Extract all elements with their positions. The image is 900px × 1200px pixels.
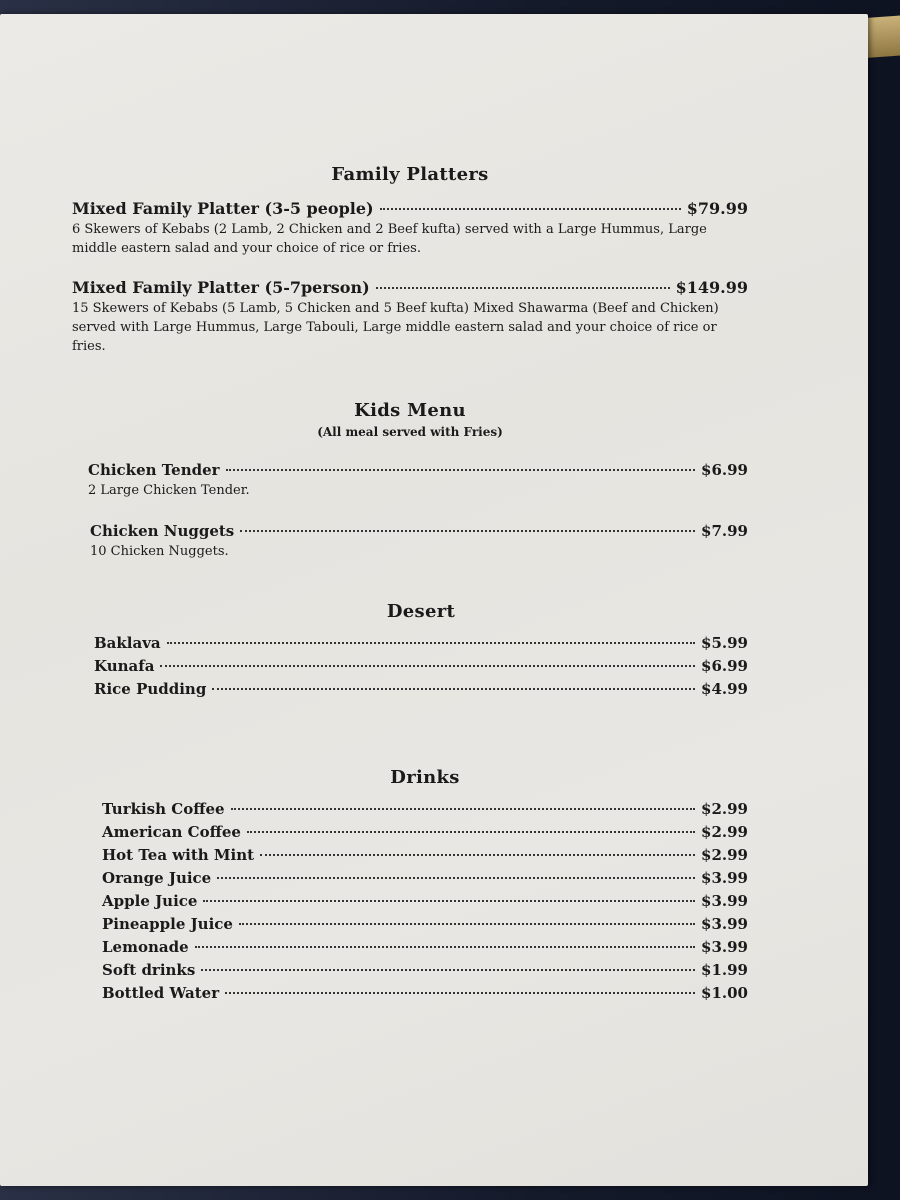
item-name: Baklava bbox=[94, 634, 161, 652]
menu-item bbox=[102, 982, 748, 1005]
section-title-family-platters: Family Platters bbox=[331, 164, 489, 185]
item-name: Hot Tea with Mint bbox=[102, 846, 255, 864]
menu-item bbox=[102, 821, 748, 844]
leader-dots bbox=[240, 530, 695, 532]
item-price: $6.99 bbox=[701, 461, 748, 479]
item-name: Apple Juice bbox=[102, 892, 198, 910]
item-name: Rice Pudding bbox=[94, 680, 207, 698]
menu-item bbox=[102, 867, 748, 890]
menu-item bbox=[102, 913, 748, 936]
item-price: $149.99 bbox=[675, 278, 748, 297]
leader-dots bbox=[260, 854, 695, 856]
item-price: $6.99 bbox=[701, 657, 748, 675]
leader-dots bbox=[203, 900, 695, 902]
item-name: Mixed Family Platter (3-5 people) bbox=[72, 199, 374, 218]
menu-item bbox=[102, 959, 748, 982]
item-price: $3.99 bbox=[701, 892, 748, 910]
item-price: $2.99 bbox=[701, 846, 748, 864]
menu-item bbox=[102, 890, 748, 913]
leader-dots bbox=[376, 287, 670, 289]
leader-dots bbox=[201, 969, 695, 971]
kids-menu-section bbox=[72, 400, 748, 561]
menu-item bbox=[72, 522, 748, 561]
desert-section bbox=[72, 601, 748, 701]
item-name: Soft drinks bbox=[102, 961, 196, 979]
leader-dots bbox=[160, 665, 695, 667]
menu-page bbox=[0, 14, 868, 1186]
item-description: 10 Chicken Nuggets. bbox=[90, 544, 229, 559]
desert-list bbox=[94, 632, 748, 701]
section-title-desert: Desert bbox=[386, 601, 456, 622]
menu-item bbox=[102, 798, 748, 821]
menu-content bbox=[72, 164, 748, 1005]
menu-item bbox=[72, 199, 748, 258]
item-price: $2.99 bbox=[701, 823, 748, 841]
leader-dots bbox=[167, 642, 695, 644]
item-price: $2.99 bbox=[701, 800, 748, 818]
family-platters-section bbox=[72, 164, 748, 356]
section-subtitle-kids-menu: (All meal served with Fries) bbox=[317, 425, 503, 439]
drinks-section bbox=[72, 767, 748, 1005]
leader-dots bbox=[212, 688, 695, 690]
item-name: Pineapple Juice bbox=[102, 915, 233, 933]
item-name: Turkish Coffee bbox=[102, 800, 225, 818]
menu-item bbox=[94, 678, 748, 701]
menu-item bbox=[102, 844, 748, 867]
item-name: Chicken Nuggets bbox=[90, 522, 235, 540]
leader-dots bbox=[239, 923, 695, 925]
item-price: $7.99 bbox=[701, 522, 748, 540]
item-price: $3.99 bbox=[701, 938, 748, 956]
item-price: $5.99 bbox=[701, 634, 748, 652]
menu-item bbox=[72, 278, 748, 356]
item-name: Chicken Tender bbox=[88, 461, 220, 479]
leader-dots bbox=[226, 469, 695, 471]
section-title-drinks: Drinks bbox=[390, 767, 460, 788]
section-title-kids-menu: Kids Menu bbox=[354, 400, 466, 421]
item-description: 2 Large Chicken Tender. bbox=[88, 483, 250, 498]
item-name: Kunafa bbox=[94, 657, 155, 675]
item-price: $3.99 bbox=[701, 915, 748, 933]
item-name: Orange Juice bbox=[102, 869, 212, 887]
drinks-list bbox=[102, 798, 748, 1005]
item-name: Mixed Family Platter (5-7person) bbox=[72, 278, 370, 297]
item-name: Lemonade bbox=[102, 938, 189, 956]
leader-dots bbox=[231, 808, 695, 810]
menu-item bbox=[102, 936, 748, 959]
item-price: $4.99 bbox=[701, 680, 748, 698]
item-price: $79.99 bbox=[686, 199, 748, 218]
menu-item bbox=[94, 655, 748, 678]
item-description: 6 Skewers of Kebabs (2 Lamb, 2 Chicken and 2 Beef kufta) served with a Large Hummus, Large middle eastern salad and your choice of rice or fries. bbox=[72, 222, 707, 256]
item-price: $3.99 bbox=[701, 869, 748, 887]
menu-item bbox=[94, 632, 748, 655]
item-price: $1.00 bbox=[701, 984, 748, 1002]
leader-dots bbox=[247, 831, 695, 833]
menu-item bbox=[72, 461, 748, 500]
leader-dots bbox=[217, 877, 695, 879]
leader-dots bbox=[195, 946, 695, 948]
leader-dots bbox=[225, 992, 695, 994]
item-price: $1.99 bbox=[701, 961, 748, 979]
item-name: American Coffee bbox=[102, 823, 241, 841]
item-description: 15 Skewers of Kebabs (5 Lamb, 5 Chicken and 5 Beef kufta) Mixed Shawarma (Beef and Chicken) served with Large Hummus, Large Tabouli, Large middle eastern salad and your choice of rice or fries. bbox=[72, 301, 719, 354]
item-name: Bottled Water bbox=[102, 984, 220, 1002]
leader-dots bbox=[380, 208, 681, 210]
